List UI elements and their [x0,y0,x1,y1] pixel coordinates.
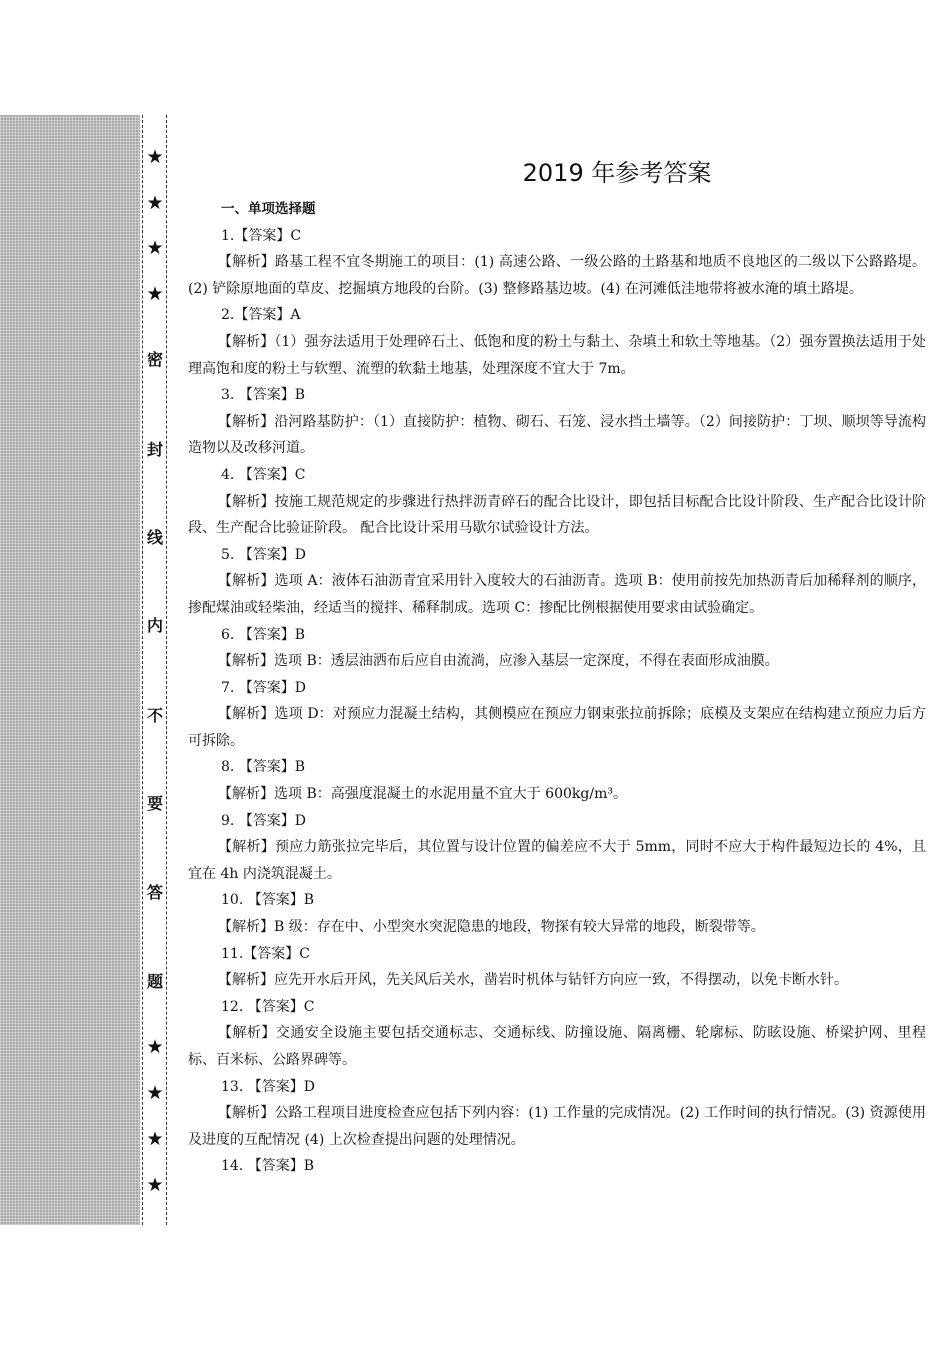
answer-line: 3. 【答案】B [221,387,306,404]
answer-line: 7. 【答案】D [221,679,307,696]
answer-line: 10. 【答案】B [221,892,315,909]
answer-line: 6. 【答案】B [221,626,306,643]
explanation-paragraph: 【解析】公路工程项目进度检查应包括下列内容：(1) 工作量的完成情况。(2) 工作时间的执行情况。(3) 资源使用及进度的互配情况 (4) 上次检查提出问题的处理情况。 [188,1105,926,1148]
explanation-paragraph: 【解析】预应力筋张拉完毕后，其位置与设计位置的偏差应不大于 5mm，同时不应大于构件最短边长的 4%，且宜在 4h 内浇筑混凝土。 [188,839,926,882]
answer-line: 11.【答案】C [221,945,310,962]
seal-char: 内 [146,616,163,635]
seal-char: 题 [146,972,163,991]
seal-star-icon: ★ [146,1082,164,1104]
explanation-paragraph: 【解析】按施工规范规定的步骤进行热拌沥青碎石的配合比设计，即包括目标配合比设计阶段、生产配合比设计阶段、生产配合比验证阶段。 配合比设计采用马歇尔试验设计方法。 [188,493,926,537]
seal-star-icon: ★ [146,237,164,259]
explanation-paragraph: 【解析】选项 A：液体石油沥青宜采用针入度较大的石油沥青。选项 B：使用前按先加热沥青后加稀释剂的顺序，掺配煤油或轻柴油，经适当的搅拌、稀释制成。选项 C：掺配比例根据使用要求由试验确定。 [188,573,926,616]
binding-dashed-line-right [166,115,167,1225]
seal-star-icon: ★ [146,1174,164,1196]
seal-star-icon: ★ [146,1128,164,1150]
explanation-paragraph: 【解析】沿河路基防护：（1）直接防护：植物、砌石、石笼、浸水挡土墙等。（2）间接防护：丁坝、顺坝等导流构造物以及改移河道。 [188,413,926,457]
explanation-paragraph: 【解析】路基工程不宜冬期施工的项目：(1) 高速公路、一级公路的土路基和地质不良地区的二级以下公路路堤。(2) 铲除原地面的草皮、挖掘填方地段的台阶。(3) 整修路基边坡。(4) 在河滩低洼地带将被水淹的填土路堤。 [188,254,926,297]
seal-char: 不 [146,706,163,725]
seal-star-icon: ★ [146,146,164,168]
explanation-paragraph: 【解析】B 级：存在中、小型突水突泥隐患的地段，物探有较大异常的地段，断裂带等。 [218,919,765,936]
seal-char: 线 [146,528,163,547]
explanation-paragraph: 【解析】应先开水后开风，先关风后关水，凿岩时机体与钻钎方向应一致，不得摆动，以免卡断水针。 [218,972,848,989]
answer-line: 2.【答案】A [221,307,301,324]
seal-char: 要 [146,794,163,813]
seal-char: 密 [146,350,163,369]
seal-char: 答 [146,883,163,902]
binding-dashed-line-left [142,115,143,1225]
seal-char: 封 [146,440,163,459]
answer-line: 8. 【答案】B [221,759,306,776]
answer-line: 5. 【答案】D [221,546,307,563]
explanation-paragraph: 【解析】选项 B：高强度混凝土的水泥用量不宜大于 600kg/m³。 [218,786,627,803]
answer-line: 4. 【答案】C [221,466,306,483]
answer-content [188,150,926,1180]
answer-line: 13. 【答案】D [221,1078,315,1095]
explanation-paragraph: 【解析】（1）强夯法适用于处理碎石土、低饱和度的粉土与黏土、杂填土和软土等地基。（2）强夯置换法适用于处理高饱和度的粉土与软塑、流塑的软黏土地基，处理深度不宜大于 7m。 [188,333,926,377]
section-heading: 一、单项选择题 [221,201,316,217]
explanation-paragraph: 【解析】选项 D：对预应力混凝土结构，其侧模应在预应力钢束张拉前拆除；底模及支架应在结构建立预应力后方可拆除。 [188,706,926,749]
answer-line: 12. 【答案】C [221,998,315,1015]
answer-line: 14. 【答案】B [221,1158,315,1175]
seal-star-icon: ★ [146,192,164,214]
page-title: 2019 年参考答案 [522,159,712,187]
answer-line: 9. 【答案】D [221,812,307,829]
binding-margin-strip [0,115,140,1225]
explanation-paragraph: 【解析】选项 B：透层油洒布后应自由流淌，应渗入基层一定深度，不得在表面形成油膜。 [218,653,779,670]
answer-line: 1.【答案】C [221,227,302,244]
seal-star-icon: ★ [146,283,164,305]
explanation-paragraph: 【解析】交通安全设施主要包括交通标志、交通标线、防撞设施、隔离栅、轮廓标、防眩设施、桥梁护网、里程标、百米标、公路界碑等。 [188,1025,926,1068]
seal-star-icon: ★ [146,1036,164,1058]
